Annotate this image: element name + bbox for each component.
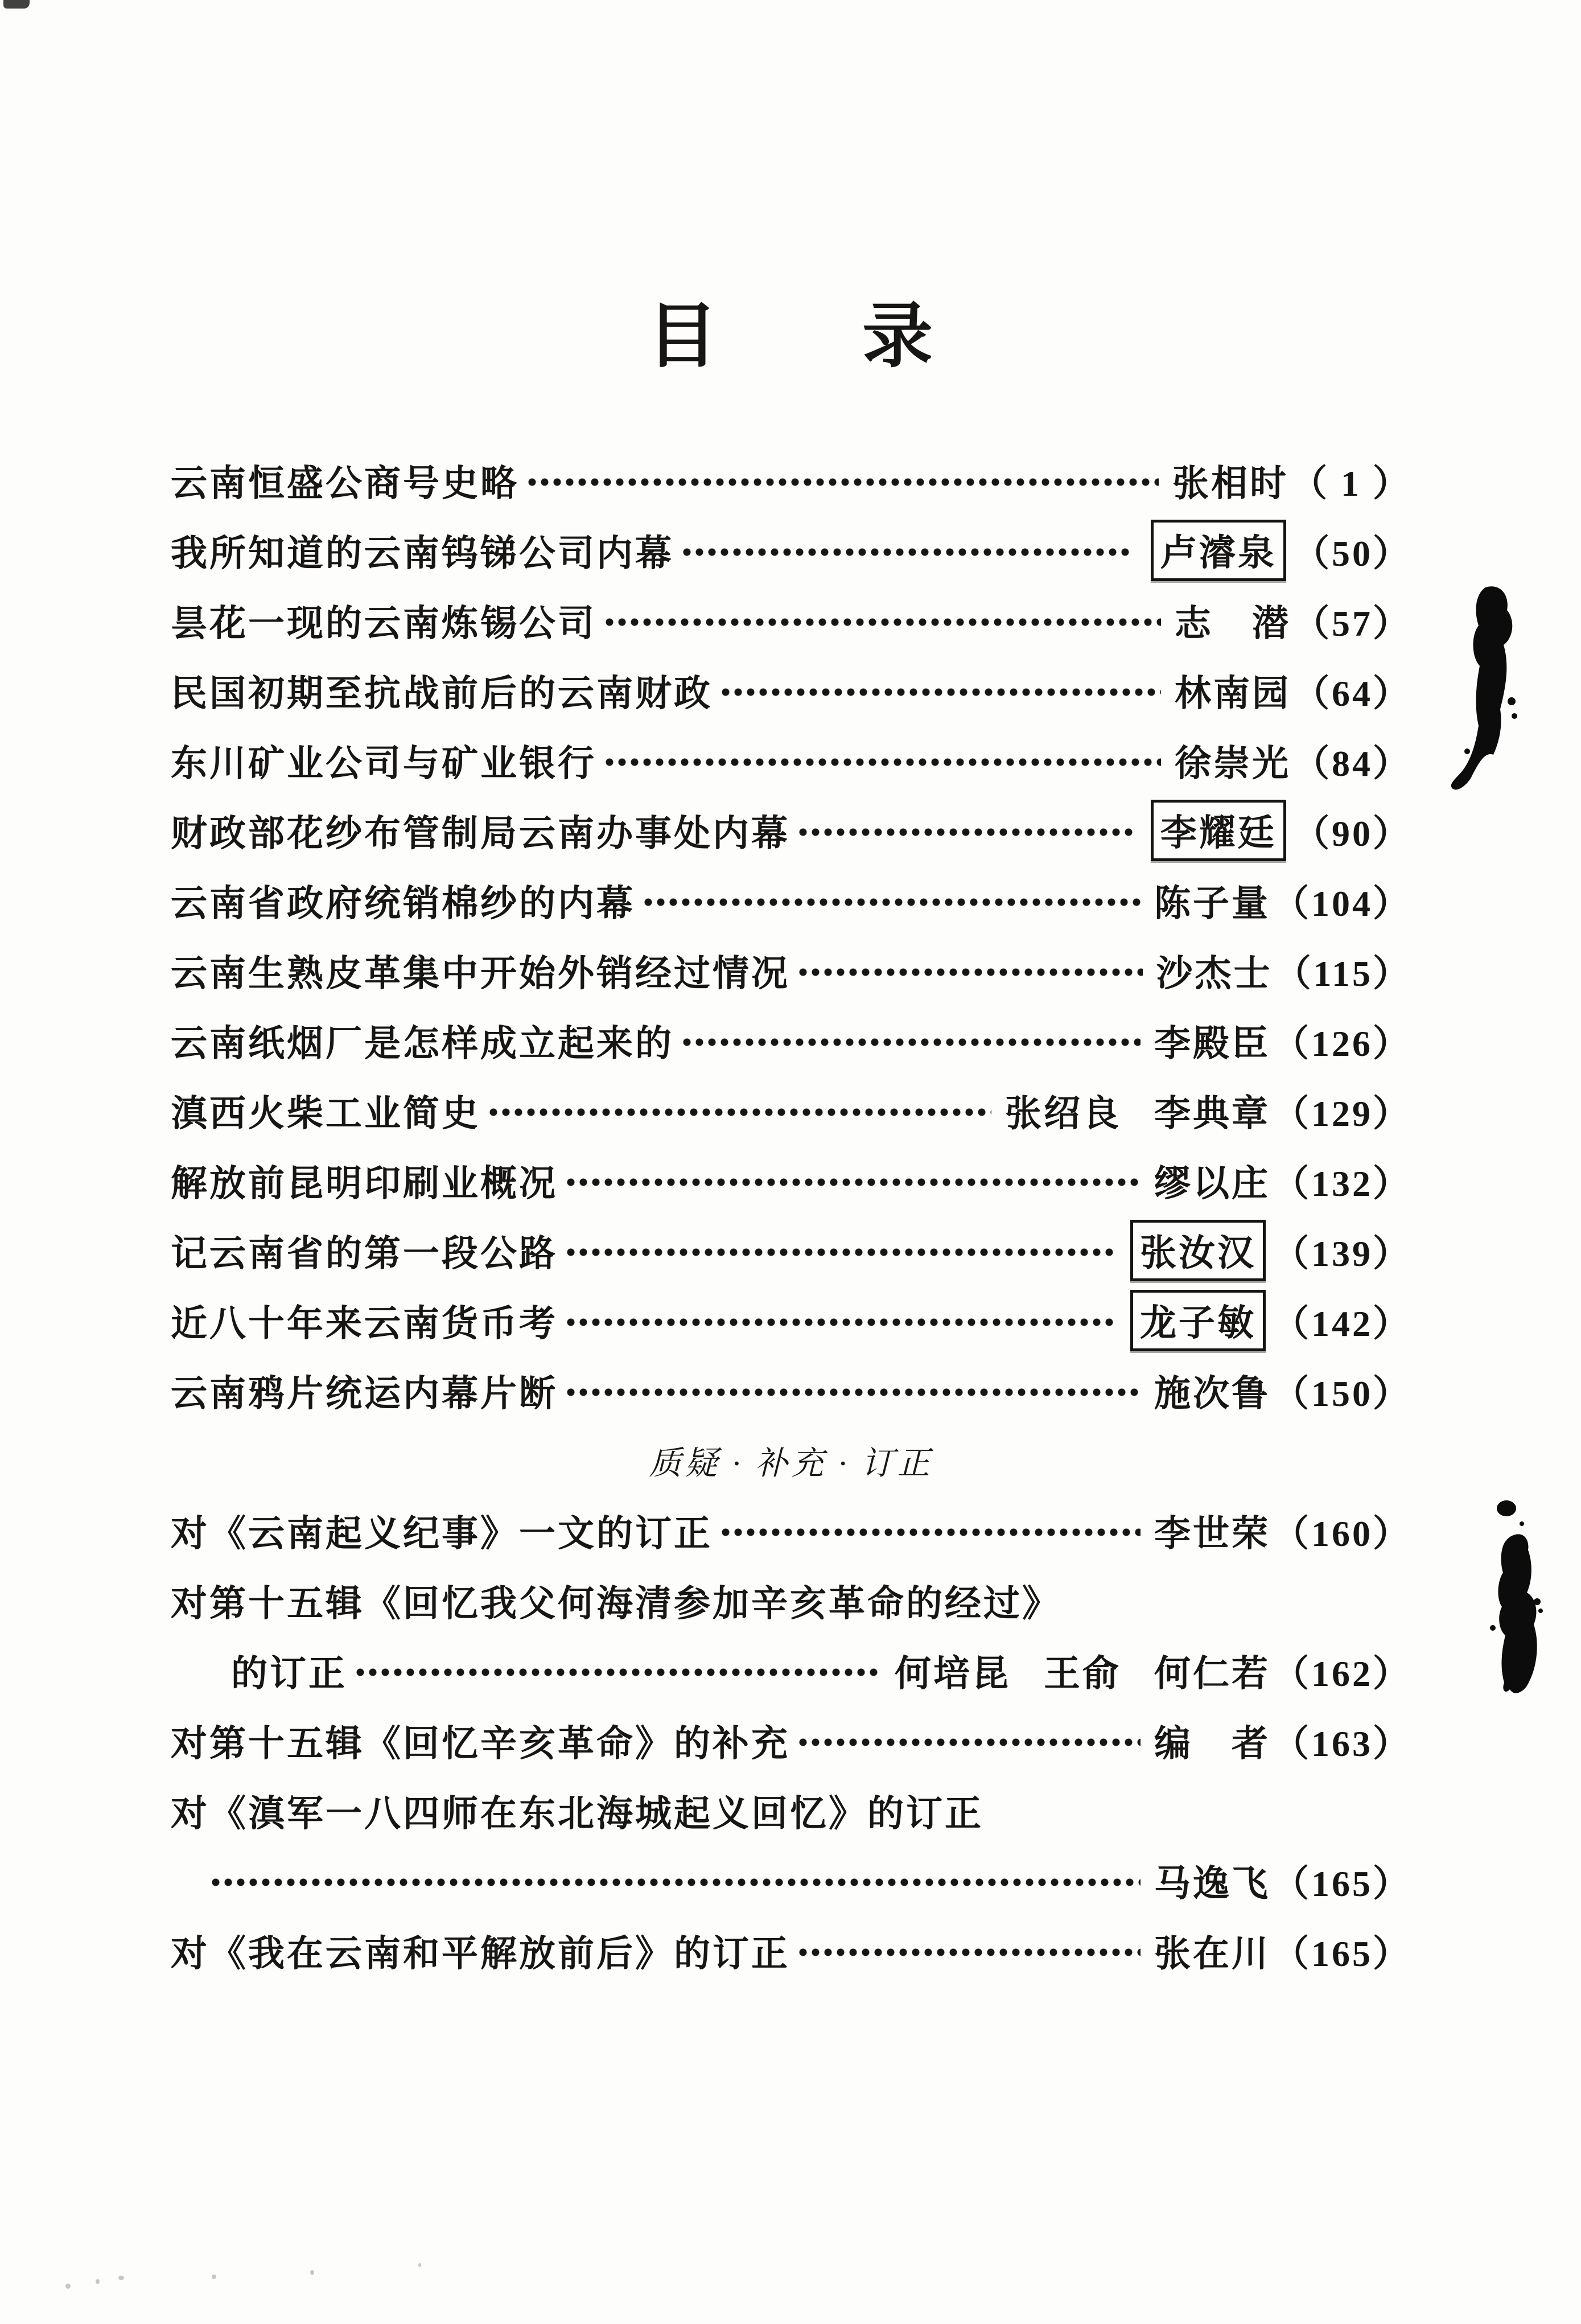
- entry-title: 对第十五辑《回忆我父何海清参加辛亥革命的经过》: [171, 1583, 1061, 1624]
- author-name: 何仁若: [1154, 1653, 1270, 1694]
- entry-title: 我所知道的云南钨锑公司内幕: [171, 533, 674, 574]
- author-name: 李世荣: [1154, 1513, 1270, 1554]
- dot-leader: [642, 895, 1141, 909]
- author-name: 王俞: [1044, 1653, 1121, 1694]
- toc-row: [171, 1775, 1411, 1845]
- author-name: 张在川: [1154, 1933, 1270, 1974]
- author-name-boxed: 张汝汉: [1130, 1220, 1266, 1281]
- dot-leader: [487, 1105, 991, 1119]
- page-number: （84）: [1293, 743, 1411, 784]
- dot-leader: [797, 1945, 1141, 1959]
- toc-row: [171, 585, 1411, 655]
- scan-noise-speck: [96, 2279, 100, 2284]
- scan-noise-speck: [310, 2270, 314, 2275]
- author-name: 林南园: [1175, 673, 1291, 714]
- page-number: （132）: [1273, 1163, 1411, 1204]
- page-number: （160）: [1273, 1513, 1411, 1554]
- author-name: 志 潜: [1175, 603, 1291, 644]
- toc-row: [171, 445, 1411, 515]
- dot-leader: [565, 1315, 1113, 1329]
- dot-leader: [719, 1525, 1141, 1539]
- page-number: （162）: [1273, 1653, 1411, 1694]
- scan-noise-speck: [418, 2263, 421, 2267]
- page-number: （64）: [1293, 673, 1411, 714]
- author-name: 张相时: [1172, 463, 1288, 504]
- toc-row: [171, 1145, 1411, 1215]
- dot-leader: [354, 1665, 881, 1679]
- author-name: 何培昆: [895, 1653, 1011, 1694]
- page-number: （165）: [1273, 1863, 1411, 1904]
- author-name: 编 者: [1154, 1723, 1270, 1764]
- toc-row: [171, 1705, 1411, 1775]
- toc-row: [171, 1845, 1411, 1915]
- scan-noise-speck: [212, 2274, 216, 2279]
- author-name-boxed: 李耀廷: [1151, 800, 1286, 861]
- page-number: （142）: [1273, 1303, 1411, 1344]
- page-number: （163）: [1273, 1723, 1411, 1764]
- toc-row: [171, 865, 1411, 935]
- toc-row: [171, 1005, 1411, 1075]
- entry-title: 云南省政府统销棉纱的内幕: [171, 883, 635, 924]
- toc-row: [171, 1495, 1411, 1565]
- author-name: 李殿臣: [1154, 1023, 1270, 1064]
- entry-title: 对《我在云南和平解放前后》的订正: [171, 1933, 790, 1974]
- entry-title: 云南鸦片统运内幕片断: [171, 1373, 558, 1414]
- toc-row: [171, 1635, 1411, 1705]
- page-number: （ 1 ）: [1291, 463, 1411, 504]
- scan-edge-mark: [3, 0, 30, 9]
- author-name: 马逸飞: [1154, 1863, 1270, 1904]
- author-name: 徐崇光: [1175, 743, 1291, 784]
- toc-row: [171, 515, 1411, 585]
- toc-row: [171, 1915, 1411, 1985]
- dot-leader: [603, 615, 1161, 629]
- dot-leader: [681, 1035, 1141, 1049]
- dot-leader: [797, 1735, 1141, 1749]
- toc-row: [171, 795, 1411, 865]
- entry-title: 云南恒盛公商号史略: [171, 463, 519, 504]
- entry-title: 对《滇军一八四师在东北海城起义回忆》的订正: [171, 1793, 983, 1834]
- entry-title: 的订正: [231, 1653, 347, 1694]
- author-name-boxed: 卢濬泉: [1151, 520, 1286, 581]
- entry-title: 对《云南起义纪事》一文的订正: [171, 1513, 713, 1554]
- toc-row: [171, 1565, 1411, 1635]
- toc-row: [171, 1075, 1411, 1145]
- entry-title: 近八十年来云南货币考: [171, 1303, 558, 1344]
- author-name: 陈子量: [1154, 883, 1270, 924]
- page-number: （57）: [1293, 603, 1411, 644]
- entry-title: 云南生熟皮革集中开始外销经过情况: [171, 953, 790, 994]
- entry-title: 民国初期至抗战前后的云南财政: [171, 673, 713, 714]
- dot-leader: [209, 1875, 1141, 1889]
- author-name: 施次鲁: [1154, 1373, 1270, 1414]
- entry-title: 对第十五辑《回忆辛亥革命》的补充: [171, 1723, 790, 1764]
- toc-row: [171, 1285, 1411, 1355]
- toc-row: [171, 725, 1411, 795]
- dot-leader: [565, 1385, 1141, 1399]
- page-number: （50）: [1293, 533, 1411, 574]
- entry-title: 云南纸烟厂是怎样成立起来的: [171, 1023, 674, 1064]
- page-number: （150）: [1273, 1373, 1411, 1414]
- dot-leader: [797, 965, 1143, 979]
- entry-title: 解放前昆明印刷业概况: [171, 1163, 558, 1204]
- author-name: 沙杰士: [1156, 953, 1273, 994]
- toc-row: [171, 655, 1411, 725]
- entry-title: 滇西火柴工业简史: [171, 1093, 480, 1134]
- entry-title: 昙花一现的云南炼锡公司: [171, 603, 596, 644]
- page-number: （90）: [1293, 813, 1411, 854]
- dot-leader: [719, 685, 1161, 699]
- author-name: 缪以庄: [1154, 1163, 1270, 1204]
- dot-leader: [603, 755, 1161, 769]
- author-name: 李典章: [1154, 1093, 1270, 1134]
- author-name: 张绍良: [1005, 1093, 1121, 1134]
- toc-list: [171, 445, 1411, 1985]
- toc-row: [171, 1355, 1411, 1425]
- scan-noise-speck: [65, 2284, 71, 2289]
- toc-row: [171, 1215, 1411, 1285]
- dot-leader: [565, 1175, 1141, 1189]
- page-number: （104）: [1273, 883, 1411, 924]
- author-name-boxed: 龙子敏: [1130, 1290, 1266, 1351]
- scan-noise-speck: [118, 2276, 124, 2280]
- page-title: 目 录: [647, 297, 934, 376]
- page-number: （115）: [1274, 953, 1411, 994]
- entry-title: 财政部花纱布管制局云南办事处内幕: [171, 813, 790, 854]
- dot-leader: [681, 545, 1134, 559]
- dot-leader: [526, 475, 1159, 489]
- ink-smudge-upper-icon: [1446, 581, 1531, 805]
- page-number: （165）: [1273, 1933, 1411, 1974]
- entry-title: 东川矿业公司与矿业银行: [171, 743, 596, 784]
- page-number: （126）: [1273, 1023, 1411, 1064]
- ink-smudge-lower-icon: [1477, 1496, 1548, 1701]
- toc-row: [171, 935, 1411, 1005]
- dot-leader: [797, 825, 1134, 839]
- section-header: 质疑 · 补充 · 订正: [649, 1445, 933, 1482]
- page-number: （129）: [1273, 1093, 1411, 1134]
- page-number: （139）: [1273, 1233, 1411, 1274]
- dot-leader: [565, 1245, 1113, 1259]
- entry-title: 记云南省的第一段公路: [171, 1233, 558, 1274]
